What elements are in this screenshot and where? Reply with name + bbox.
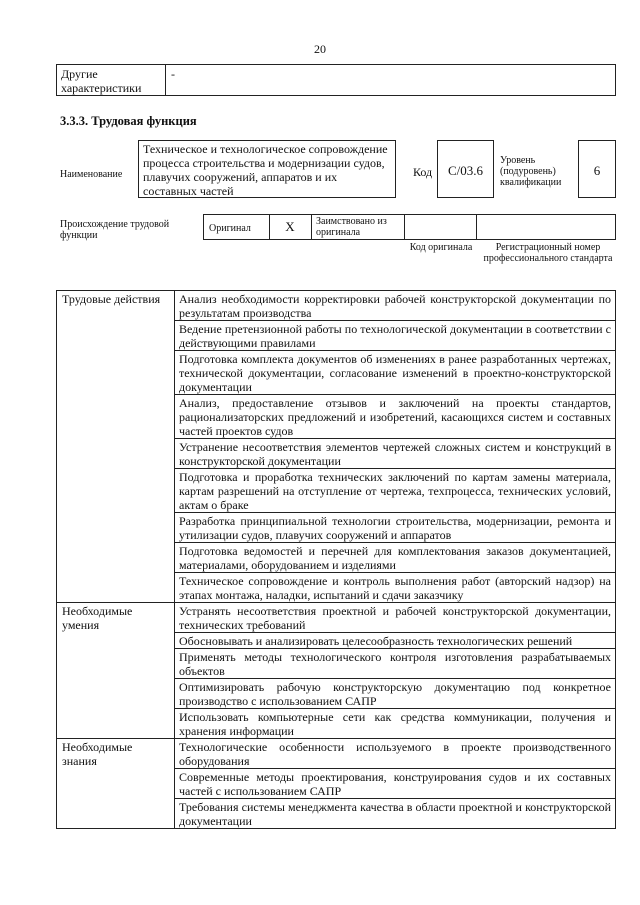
section-item: Разработка принципиальной технологии строительства, модернизации, ремонта и утилизации судов, плавучих сооружений и аппаратов bbox=[175, 513, 616, 543]
section-item: Техническое сопровождение и контроль выполнения работ (авторский надзор) на этапах монтажа, наладки, испытаний и сдачи заказчику bbox=[175, 573, 616, 603]
section-item: Устранение несоответствия элементов чертежей сложных систем и конструкций в конструкторской документации bbox=[175, 439, 616, 469]
section-item: Анализ необходимости корректировки рабочей конструкторской документации по результатам производства bbox=[175, 291, 616, 321]
code-label: Код bbox=[413, 165, 433, 179]
section-item: Оптимизировать рабочую конструкторскую документацию под конкретное производство с использованием САПР bbox=[175, 679, 616, 709]
name-value: Техническое и технологическое сопровождение процесса строительства и модернизации судов, плавучих сооружений, аппаратов и их составных частей bbox=[143, 142, 388, 198]
section-item: Обосновывать и анализировать целесообразность технологических решений bbox=[175, 633, 616, 649]
section-category: Необходимые умения bbox=[57, 603, 175, 739]
section-item: Подготовка и проработка технических заключений по картам замены материала, картам разрешений на отступление от чертежа, техпроцесса, технических условий, актам о браке bbox=[175, 469, 616, 513]
original-mark: X bbox=[285, 219, 295, 234]
section-item: Требования системы менеджмента качества в области проектной и конструкторской документации bbox=[175, 799, 616, 829]
name-label: Наименование bbox=[60, 169, 123, 180]
section-item: Применять методы технологического контроля изготовления разрабатываемых объектов bbox=[175, 649, 616, 679]
origin-table bbox=[203, 214, 616, 240]
section-item: Ведение претензионной работы по технологической документации в соответствии с действующими правилами bbox=[175, 321, 616, 351]
borrowed-label: Заимствовано из оригинала bbox=[316, 216, 387, 238]
origin-label: Происхождение трудовой функции bbox=[60, 219, 170, 241]
page-number: 20 bbox=[314, 42, 326, 56]
original-label: Оригинал bbox=[209, 223, 251, 234]
table-row bbox=[57, 291, 616, 321]
section-item: Современные методы проектирования, конструирования судов и их составных частей с использованием САПР bbox=[175, 769, 616, 799]
section-item: Использовать компьютерные сети как средства коммуникации, получения и хранения информации bbox=[175, 709, 616, 739]
section-item: Подготовка комплекта документов об изменениях в ранее разработанных чертежах, технической документации, согласование изменений в проектно-конструкторской документации bbox=[175, 351, 616, 395]
labor-function-table bbox=[56, 290, 616, 829]
origin-div-4 bbox=[476, 214, 477, 240]
section-item: Подготовка ведомостей и перечней для комплектования заказов документацией, материалами, оборудованием и изделиями bbox=[175, 543, 616, 573]
reg-number-caption: Регистрационный номер профессионального стандарта bbox=[483, 242, 613, 264]
other-value: - bbox=[171, 67, 175, 81]
level-value: 6 bbox=[593, 163, 601, 178]
table-row bbox=[57, 603, 616, 633]
section-category: Необходимые знания bbox=[57, 739, 175, 829]
level-label: Уровень (подуровень) квалификации bbox=[500, 155, 562, 188]
code-original-caption: Код оригинала bbox=[409, 242, 473, 253]
section-category: Трудовые действия bbox=[57, 291, 175, 603]
origin-div-2 bbox=[311, 214, 312, 240]
section-item: Анализ, предоставление отзывов и заключений на проекты стандартов, рационализаторских предложений и изобретений, касающихся систем и составных частей проектов судов bbox=[175, 395, 616, 439]
code-value: С/03.6 bbox=[447, 163, 484, 178]
origin-div-3 bbox=[404, 214, 405, 240]
other-divider bbox=[165, 64, 166, 96]
section-title: 3.3.3. Трудовая функция bbox=[60, 114, 197, 128]
section-item: Устранять несоответствия проектной и рабочей конструкторской документации, технических требований bbox=[175, 603, 616, 633]
other-label: Другие характеристики bbox=[61, 67, 142, 95]
section-item: Технологические особенности используемого в проекте производственного оборудования bbox=[175, 739, 616, 769]
table-row bbox=[57, 739, 616, 769]
